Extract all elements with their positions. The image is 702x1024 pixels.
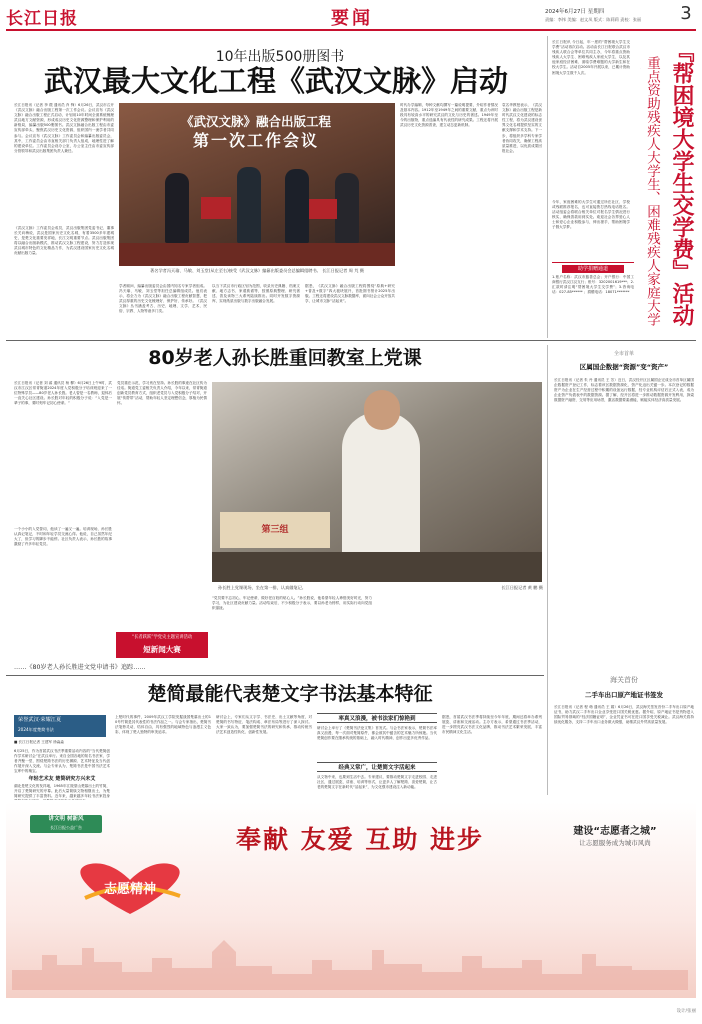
desk: [212, 552, 542, 582]
calligraphy-headline: 楚简最能代表楚文字书法基本特征: [147, 683, 433, 705]
badge-line-2: 2024年度楚简书法: [18, 727, 54, 732]
banner-right-subtitle: 让志愿服务成为城市风尚: [579, 839, 651, 847]
veteran-column-3: 党员重在示范，学习贵在坚持。孙长胜的事迹在社区传为佳话。街道党工委相关负责人介绍，今年以来，常青街道创新党员教育方式，组织老党员与入党积极分子结对，开展“传帮带”活动，帮助年轻人坚定理想信念，厚植为民情怀。: [117, 381, 207, 406]
calligraphy-subhead-2: 率真又浪漫，被书法家们惊艳到: [317, 713, 437, 723]
volunteer-emblem: [60, 858, 200, 918]
person-figure: [285, 169, 309, 243]
caption-credit: 长江日报记者 周 芃 摄: [322, 268, 364, 273]
lead-column-3: 学者顾问，编纂出版委员会由国内知名专家学者组成。冯天瑜、马敏、刘玉堂等担任总编辑组成员。他们表示，将全力为《武汉文脉》融合出版工程贡献智慧，把武汉厚重的历史文化梳理好、保护好、传承好。《武汉文脉》丛书涵盖考古、历史、地理、文学、艺术、民俗、宗教、人物等诸多门类。: [119, 284, 207, 314]
calligraphy-subhead-1: 年轻艺术友 楚简研究方兴未艾: [28, 776, 96, 782]
data-asset-tag: 全市首单: [613, 351, 634, 357]
donation-box-title: 助学捐赠通道: [562, 265, 624, 273]
veteran-column-1: 长江日报讯（记者 刘 睿 通讯员 杨 柳）6月26日上午9时，武汉市江汉区常青街道2024年度入党积极分子培训班迎来了一位特殊学员——80岁老人孙长胜。老人曾是一名教师，退休后一直关心社区建设。孙长胜对年轻的积极分子说：“入党是一辈子的事，要时刻牢记初心使命。”: [14, 381, 112, 406]
backdrop-line-2: 第一次工作会议: [192, 131, 319, 150]
banner-slogan: 奉献 友爱 互助 进步: [235, 825, 485, 854]
design-credit: 设计/张丽: [676, 1009, 696, 1014]
person-figure: [237, 167, 261, 243]
banner-right-title: 建设“志愿者之城”: [573, 826, 657, 836]
calligraphy-column-3: 研讨会上，专家们从文字学、书法史、出土文献等角度，对楚简的书写特征、笔法构成、章法布局等进行了深入探讨。大家一致认为，要加强楚简书法的研究和传承，推动传统书法艺术创造性转化、创新性发展。: [216, 715, 312, 735]
elder-head: [364, 390, 400, 430]
banner-label: [30, 815, 102, 833]
veteran-column-4: “党员要不忘初心，牢记使命，做好老百姓的贴心人。”孙长胜说，他希望年轻人珍惜美好时光，努力学习，为社区建设贡献力量。活动结束后，不少积极分子表示，要以孙老为榜样，用实际行动向党组织靠拢。: [212, 596, 372, 611]
column-divider: [547, 345, 548, 795]
issue-date: 2024年6月27日 星期四: [545, 9, 605, 15]
calligraphy-reporter: ■ 长江日报记者 王建军 徐淼淼: [14, 740, 64, 744]
donation-box: [552, 262, 634, 338]
lead-column-4: 以当下武汉市行政区划为范围，收录历史典籍、档案文献、地方志书、家谱族谱等，按照原典整理、研究著述、普及读物三大系列陆续推出。同时开发数字资源库，实现纸质出版与数字出版融合发展。: [212, 284, 300, 304]
lead-photo: [119, 103, 395, 266]
emblem-text: 志愿精神: [103, 882, 156, 897]
help-story-body-2: 今年，家庭困难的大学生可通过所在社区、学校或残联推荐报名，也可直接拨打热线电话报名。活动组委会将联合相关单位对报名学生情况进行核实，确保善款用到实处。欢迎社会各界爱心人士和爱心企业积极参与，伸出援手，帮助困境学子圆大学梦。: [552, 200, 630, 230]
city-skyline: [12, 930, 688, 990]
promo-banner-line-1: “长者跃跃”学党史主题宣讲活动: [131, 635, 193, 640]
help-vertical-headline: 『帮困境大学生交学费』活动: [669, 40, 695, 326]
veteran-column-2: 一个小小的入党誓词，他读了一遍又一遍。培训现场，孙长胜认真记笔记，不时和年轻学员交流心得。他说，自己虽然年纪大了，但学习的脚步不能停。社区负责人表示，孙长胜的故事激励了许多年轻党员。: [14, 527, 112, 547]
customs-body: 长江日报讯（记者 程 萌 通讯员 王 娟）6月26日，武汉海关签发首份二手车出口原产地证书，助力武汉二手车出口企业享受进口国关税优惠。据介绍，原产地证书是货物进入国际贸易领域的“经济国籍证明”，企业凭证书可在进口国享受关税减让。武汉海关将持续优化服务，支持二手车出口业务做大做强，助推武汉外贸高质量发展。: [554, 705, 694, 725]
veteran-photo-credit: 长江日报记者 黄 鹏 摄: [501, 585, 543, 590]
column-divider: [547, 36, 548, 338]
lead-column-7: 袁名华教授表示，《武汉文脉》融合出版工程是新时代武汉文化建设的标志性工程，将为武汉建设世界文化名城提供坚实的文献支撑和学术支持。下一步，将组织多学科专家学者协同攻关，确保工程高质量推进，以优质成果回报社会。: [502, 103, 542, 153]
person-figure: [335, 173, 359, 243]
calligraphy-column-5: 从文物中来，也要到生活中去。专家建议，要推动楚简文字走进校园、走进社区，通过展览、讲座、培训等形式，让更多人了解楚简、喜爱楚简，让古老的楚简文字在新时代“活起来”，为文化强市建设注入新动能。: [317, 775, 437, 790]
lead-column-1: 长江日报讯（记者 李 璟 通讯员 肖 锋）6月26日，武汉市召开《武汉文脉》融合出版工程第一次工作会议。会议宣布《武汉文脉》融合出版工程正式启动，计划用10年时间全面系统梳理武汉地方文献资源，形成成汉历史文化资源整理和保护利用的新格局，编纂出版500册图书。武汉文脉融合出版工程由市委宣传部牵头，聚焦武汉历史文化资源，组织国内一流学者共同参与。会议宣布《武汉文脉》工作委员会和编纂出版委员会，其中，工作委员会由市直相关部门负责人组成，地理性进了解的建设单位。工作委员会设办公室，办公室主任由市委宣传部分管领导和武汉出版集团负责人兼任。: [14, 103, 114, 153]
calligraphy-column-2: 上楚时代的事件，2009年武汉工学院发掘战国楚墓出土的10号竹简是其代表性的书法作品之一。与会专家指出，楚简书法笔势灵动，结体自由，具有强烈的地域特色与浪漫主义色彩，体现了楚人独特的审美追求。: [115, 715, 211, 735]
customs-tag: 海关首份: [610, 676, 638, 684]
veteran-headline: 80岁老人孙长胜重回教室上党课: [148, 347, 422, 369]
editors-line: 责编：李纬 美编：赵文凤 版式：陈莉莉 责校：张丽: [545, 17, 642, 22]
promo-banner-line-2: 短新闻大赛: [143, 645, 181, 654]
section-divider: [6, 340, 696, 341]
lead-column-6: 时代办学编辑，每种文献均撰写一篇说明提要，介绍作者情况及基本内容。1912年至1949年之间的重要文献，重点为该时段具有较高水平的研究武汉的文化与历史的著述。1949年至今的出版物，重点选编具有代表性的研究成果。工程还将开展武汉历史文化资源普查，建立动态更新机制。: [400, 103, 498, 128]
help-story-body: 长江日报讯 今日起，年一度的“帮困境大学生交学费”活动再次启动。活动由长江日报联合武汉市残疾人联合会等单位共同主办，今年将重点资助残疾人大学生、困难残疾人家庭大学生，以及其他家庭经济困难、面临学费难题的大学新生和在校大学生。活动自2005年开展以来，已累计资助困境大学生数千人次。: [552, 40, 630, 75]
veteran-followup-link[interactable]: ……《80岁老人孙长胜进文党申请书》追踪……: [14, 664, 146, 671]
lead-kicker: 10年出版500册图书: [215, 49, 345, 64]
calligraphy-column-1b: 湖北是楚文化的发祥地，1965年江陵望山楚墓出土的竹简，开启了楚简研究的序幕。此后大量简牍文物相继出土，为楚简研究提供了丰富资料。近年来，越来越多年轻书法家投身: [14, 784, 110, 799]
masthead-rule: [6, 29, 696, 31]
paper-logo: 长江日报: [6, 9, 78, 26]
classroom-board: [220, 512, 330, 548]
certificate-red: [309, 199, 337, 219]
backdrop-line-1: 《武汉文脉》融合出版工程: [180, 114, 331, 129]
lead-column-5: 据悉，《武汉文脉》融合出版工程将围绕“原典+研究+普及+数字”四大板块展开，首批图书预计2025年出版。工程还将建设武汉文脉数据库，面向社会公众开放共享，让城市文脉“活起来”。: [305, 284, 395, 304]
masthead: [0, 0, 702, 30]
banner-label-line-1: 讲文明 树新风: [48, 816, 84, 822]
veteran-promo-banner: [116, 632, 208, 658]
caption-text: 著名学者冯天瑜、马敏、刘玉堂(从左至右)接受《武汉文脉》编纂出版委员会总编辑组聘书。: [150, 268, 321, 273]
calligraphy-column-4: 研讨会上举行了《楚简书法论文集》首发式。与会书法家表示，楚简书法率真又浪漫，每一次面对楚简原件，都会被其中蕴含的艺术魅力所惊艳。当代楚简创作要在继承传统的基础上，融入时代精神，创作出更多优秀作品。: [317, 726, 437, 741]
data-asset-headline: 区属国企数据“资源”变“资产”: [579, 363, 669, 371]
elder-shirt: [342, 412, 420, 562]
lead-headline: 武汉最大文化工程《武汉文脉》启动: [43, 64, 508, 98]
calligraphy-column-6: 据悉，首届武汉书法季将持续至今年年底，期间还将举办系列展览、讲座和交流活动。主办方表示，希望通过书法季活动，进一步擦亮武汉书法文化品牌，推动书法艺术繁荣发展，丰富市民精神文化生活。: [442, 715, 542, 735]
calligraphy-column-1: 6月25日，作为首届武汉书法季重要活动内容的“当代楚简创作学术研讨会”在武汉举行。来自全国各地的知名书法家、学者齐聚一堂，围绕楚简书法的历史渊源、艺术特征及当代创作展开深入交流。与会专家认为，楚简书法是中国书法艺术宝库中的瑰宝。: [14, 749, 110, 773]
section-divider: [6, 675, 544, 676]
stage-front: [119, 243, 395, 266]
lead-column-2: 《武汉文脉》工作委员会成员，武汉出版集团党委书记、董事长关向梅说，武汉是国家历史文化名城，有着3500多年建城史，是楚文化重要发祥地，长江文明重要节点。武汉出版集团将以融合出版新模式，推动武汉文脉工程建设，努力打造体现武汉城市特色的文化精品力作，为武汉建设国家历史文化名城贡献出版力量。: [14, 226, 114, 256]
customs-headline: 二手车出口原产地证书签发: [585, 691, 663, 699]
conference-backdrop: [151, 113, 361, 153]
badge-line-1: 荣誉武汉·荣耀江夏: [18, 717, 62, 723]
veteran-photo: [212, 382, 542, 582]
data-asset-body: 长江日报讯（记者 朱 丹 通讯员 王 芳）近日，武汉经开区区属国企完成全市首单区属国企数据资产登记工作，标志着该区数据资源化、资产化迈出关键一步。本次登记的数据资产为企业在生产经营过程中积累的设备运行数据，经专业机构评估后正式入表，成为企业资产负债表中的数据资源。据了解，经开区将进一步推动数据资源开发利用，探索数据资产融资、交易等应用场景，激活数据要素潜能，赋能实体经济高质量发展。: [554, 378, 694, 403]
board-text: 第三组: [261, 525, 289, 535]
section-title: 要闻: [331, 8, 373, 26]
skyline-icon: [12, 930, 688, 990]
donation-box-lines: 1.账户名称：武汉市慈善总会；开户银行：中国工商银行武汉江汉支行；账号：3202001619***；2.汇款时请注明“帮困境大学生交学费”；3.咨询电话：027-85****** ；捐赠电话：18071*******: [552, 275, 634, 295]
certificate-red: [201, 197, 231, 219]
calligraphy-badge: [14, 715, 106, 737]
banner-label-line-2: 长江日报公益广告: [50, 825, 82, 830]
lead-photo-caption: [121, 268, 393, 280]
help-vertical-subhead: 重点资助残疾人大学生、困难残疾人家庭大学: [644, 56, 660, 326]
calligraphy-subhead-3: 经典又常广，让楚简文字活起来: [317, 762, 437, 772]
veteran-photo-caption: 孙长胜上党课现场，坐在第一排，认真做笔记。: [218, 585, 306, 590]
page-number: 3: [680, 3, 692, 24]
person-figure: [165, 173, 189, 243]
